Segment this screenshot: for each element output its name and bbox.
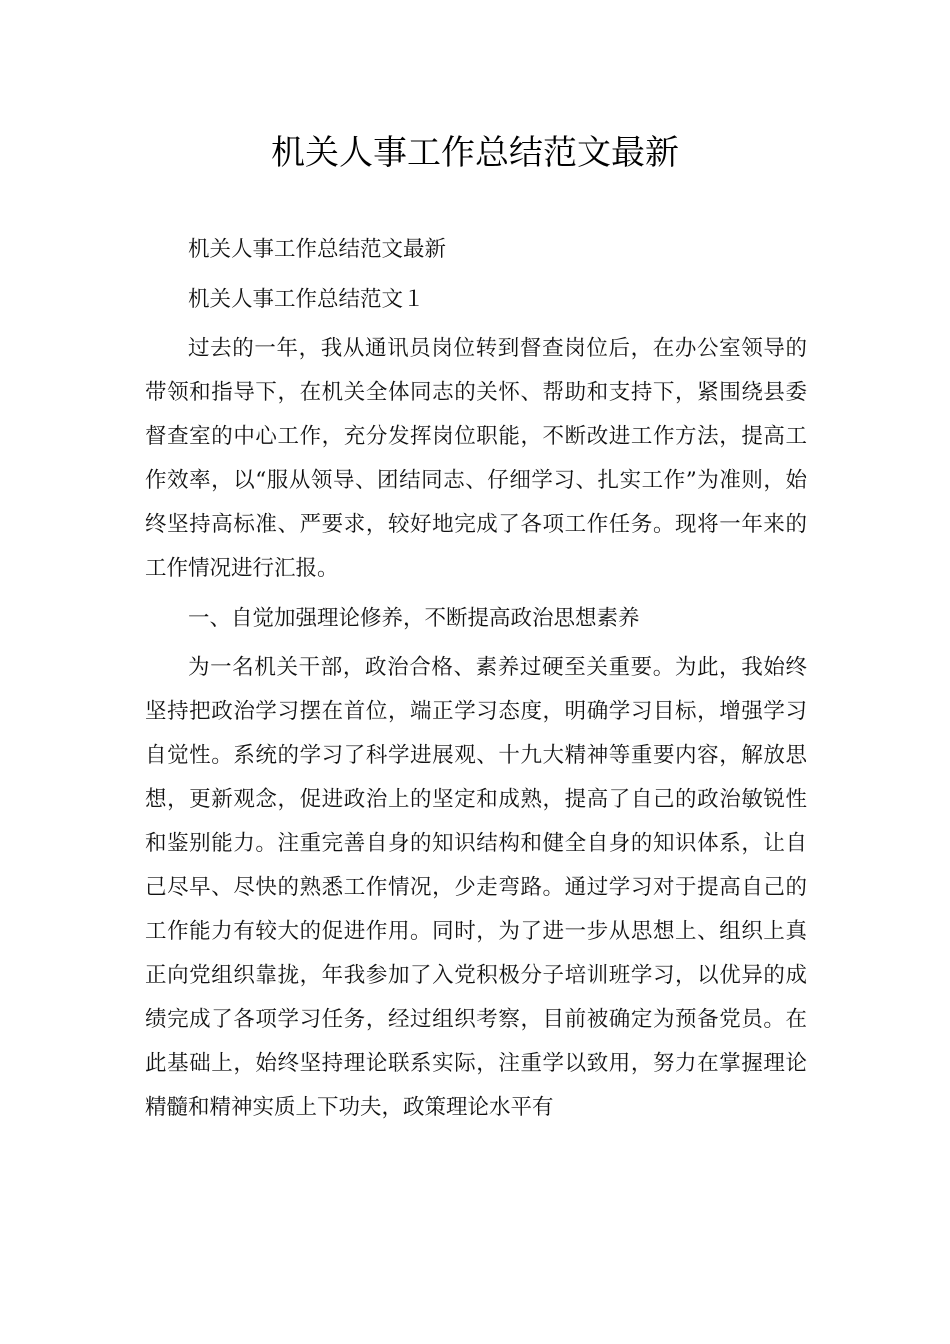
paragraph-intro: 过去的一年，我从通讯员岗位转到督查岗位后，在办公室领导的带领和指导下，在机关全体同志的关怀、帮助和支持下，紧围绕县委督查室的中心工作，充分发挥岗位职能，不断改进工作方法，提高工作效率，以“服从领导、团结同志、仔细学习、扎实工作”为准则，始终坚持高标准、严要求，较好地完成了各项工作任务。现将一年来的工作情况进行汇报。	[145, 336, 807, 581]
paragraph-heading: 机关人事工作总结范文最新	[188, 237, 447, 262]
document-body	[145, 228, 807, 1136]
document-title: 机关人事工作总结范文最新	[271, 133, 679, 173]
paragraph-subheading: 机关人事工作总结范文１	[188, 286, 425, 312]
paragraph-section-1: 为一名机关干部，政治合格、素养过硬至关重要。为此，我始终坚持把政治学习摆在首位，端正学习态度，明确学习目标，增强学习自觉性。系统的学习了科学进展观、十九大精神等重要内容，解放思想，更新观念，促进政治上的坚定和成熟，提高了自己的政治敏锐性和鉴别能力。注重完善自身的知识结构和健全自身的知识体系，让自己尽早、尽快的熟悉工作情况，少走弯路。通过学习对于提高自己的工作能力有较大的促进作用。同时，为了进一步从思想上、组织上真正向党组织靠拢，年我参加了入党积极分子培训班学习，以优异的成绩完成了各项学习任务，经过组织考察，目前被确定为预备党员。在此基础上，始终坚持理论联系实际，注重学以致用，努力在掌握理论精髓和精神实质上下功夫，政策理论水平有	[145, 655, 807, 1120]
section-heading-1: 一、自觉加强理论修养，不断提高政治思想素养	[188, 605, 640, 631]
